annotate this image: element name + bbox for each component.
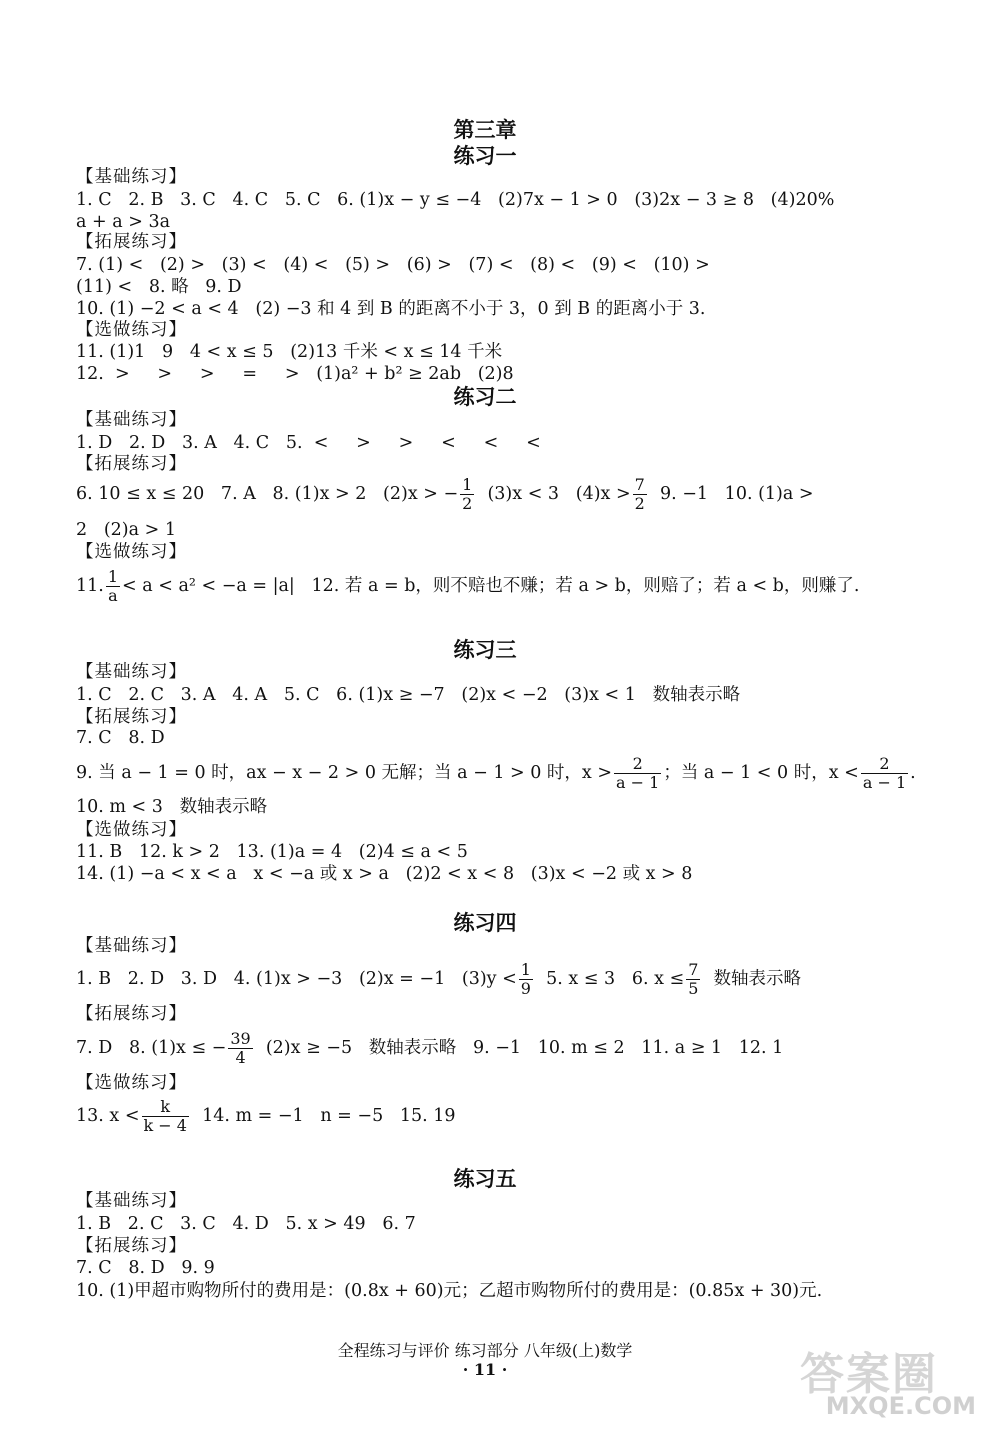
page-number: · 11 · (462, 1360, 508, 1379)
fraction (686, 961, 700, 998)
denominator: 9 (520, 979, 531, 998)
text: 14. m = −1 n = −5 15. 19 (190, 1106, 456, 1126)
text: (2)x ≥ −5 数轴表示略 9. −1 10. m ≤ 2 11. a ≥ 1 12. 1 (254, 1038, 784, 1058)
label-extend: 【拓展练习】 (76, 1236, 187, 1256)
fraction (142, 1098, 189, 1135)
answer-line: 12. > > > = > (1)a² + b² ≥ 2ab (2)8 (76, 364, 514, 384)
fraction (106, 568, 120, 605)
label-extend: 【拓展练习】 (76, 1004, 187, 1024)
denominator: a (108, 586, 118, 605)
denominator: a − 1 (616, 773, 660, 792)
answer-line (76, 476, 926, 513)
watermark-text: 答案圈 (800, 1349, 938, 1400)
answer-line (76, 961, 926, 998)
text: 1. B 2. D 3. D 4. (1)x > −3 (2)x = −1 (3)y < (76, 969, 517, 989)
denominator: 2 (462, 494, 473, 513)
text: 11. (76, 576, 104, 596)
numerator: 39 (230, 1029, 251, 1048)
answer-line: a + a > 3a (76, 212, 171, 232)
denominator: 5 (688, 979, 699, 998)
fraction (614, 755, 661, 792)
answer-line: 11. (1)1 9 4 < x ≤ 5 (2)13 千米 < x ≤ 14 千米 (76, 342, 503, 362)
text: (3)x < 3 (4)x > (476, 484, 631, 504)
text: 9. −1 10. (1)a > (648, 484, 814, 504)
section-title-1: 练习一 (453, 143, 517, 168)
denominator: a − 1 (862, 773, 907, 792)
label-optional: 【选做练习】 (76, 320, 187, 340)
label-basic: 【基础练习】 (76, 936, 187, 956)
fraction (861, 755, 908, 792)
label-basic: 【基础练习】 (76, 410, 187, 430)
label-basic: 【基础练习】 (76, 1191, 187, 1211)
section-title-3: 练习三 (453, 637, 517, 662)
numerator: 1 (462, 475, 473, 494)
answer-line: 2 (2)a > 1 (76, 520, 176, 540)
watermark-logo (792, 1336, 982, 1422)
answer-line: 7. C 8. D 9. 9 (76, 1258, 215, 1278)
label-basic: 【基础练习】 (76, 662, 187, 682)
numerator: 7 (634, 475, 645, 494)
answer-line: 10. m < 3 数轴表示略 (76, 797, 268, 817)
numerator: 1 (520, 960, 531, 979)
numerator: 2 (861, 755, 908, 774)
text: < a < a² < −a = |a| 12. 若 a = b，则不赔也不赚；若 a > b，则赔了；若 a < b，则赚了. (122, 576, 860, 596)
answer-line (76, 755, 926, 792)
section-title-4: 练习四 (453, 910, 517, 935)
answer-line: 1. C 2. B 3. C 4. C 5. C 6. (1)x − y ≤ −4 (2)7x − 1 > 0 (3)2x − 3 ≥ 8 (4)20% (76, 190, 835, 210)
answer-line: 10. (1)甲超市购物所付的费用是：(0.8x + 60)元；乙超市购物所付的费用是：(0.85x + 30)元. (76, 1281, 823, 1301)
fraction (460, 476, 474, 513)
label-basic: 【基础练习】 (76, 167, 187, 187)
text: 13. x < (76, 1106, 140, 1126)
numerator: k (142, 1098, 189, 1117)
answer-line (76, 1030, 926, 1067)
section-title-2: 练习二 (453, 384, 517, 409)
watermark-url: MXQE.COM (825, 1392, 976, 1420)
fraction (228, 1030, 252, 1067)
text: 7. D 8. (1)x ≤ − (76, 1038, 227, 1058)
numerator: 1 (107, 567, 119, 586)
text: 数轴表示略 (702, 969, 802, 989)
text: ；当 a − 1 < 0 时，x < (663, 763, 859, 783)
fraction (633, 476, 647, 513)
answer-line: (11) < 8. 略 9. D (76, 277, 242, 297)
label-optional: 【选做练习】 (76, 1073, 187, 1093)
answer-line (76, 568, 926, 605)
answer-line: 7. C 8. D (76, 728, 165, 748)
answer-line: 11. B 12. k > 2 13. (1)a = 4 (2)4 ≤ a < 5 (76, 842, 468, 862)
answer-line: 14. (1) −a < x < a x < −a 或 x > a (2)2 < x < 8 (3)x < −2 或 x > 8 (76, 864, 693, 884)
text: 9. 当 a − 1 = 0 时，ax − x − 2 > 0 无解；当 a − 1 > 0 时，x > (76, 763, 613, 783)
label-optional: 【选做练习】 (76, 820, 187, 840)
numerator: 2 (614, 755, 661, 774)
numerator: 7 (688, 960, 699, 979)
footer-title: 全程练习与评价 练习部分 八年级(上)数学 (337, 1341, 633, 1360)
text: 6. 10 ≤ x ≤ 20 7. A 8. (1)x > 2 (2)x > − (76, 484, 459, 504)
chapter-title: 第三章 (453, 117, 517, 142)
section-title-5: 练习五 (453, 1166, 517, 1191)
text: 5. x ≤ 3 6. x ≤ (534, 969, 685, 989)
label-extend: 【拓展练习】 (76, 232, 187, 252)
denominator: 4 (235, 1048, 246, 1067)
label-optional: 【选做练习】 (76, 542, 187, 562)
answer-line: 7. (1) < (2) > (3) < (4) < (5) > (6) > (7) < (8) < (9) < (10) > (76, 255, 710, 275)
answer-line: 10. (1) −2 < a < 4 (2) −3 和 4 到 B 的距离不小于 3，0 到 B 的距离小于 3. (76, 299, 706, 319)
text: . (910, 763, 916, 783)
fraction (519, 961, 533, 998)
answer-line (76, 1098, 926, 1135)
answer-line: 1. B 2. C 3. C 4. D 5. x > 49 6. 7 (76, 1214, 416, 1234)
denominator: k − 4 (143, 1116, 187, 1135)
answer-line: 1. D 2. D 3. A 4. C 5. < > > < < < (76, 433, 541, 453)
denominator: 2 (634, 494, 645, 513)
answer-line: 1. C 2. C 3. A 4. A 5. C 6. (1)x ≥ −7 (2)x < −2 (3)x < 1 数轴表示略 (76, 685, 741, 705)
label-extend: 【拓展练习】 (76, 454, 187, 474)
label-extend: 【拓展练习】 (76, 707, 187, 727)
